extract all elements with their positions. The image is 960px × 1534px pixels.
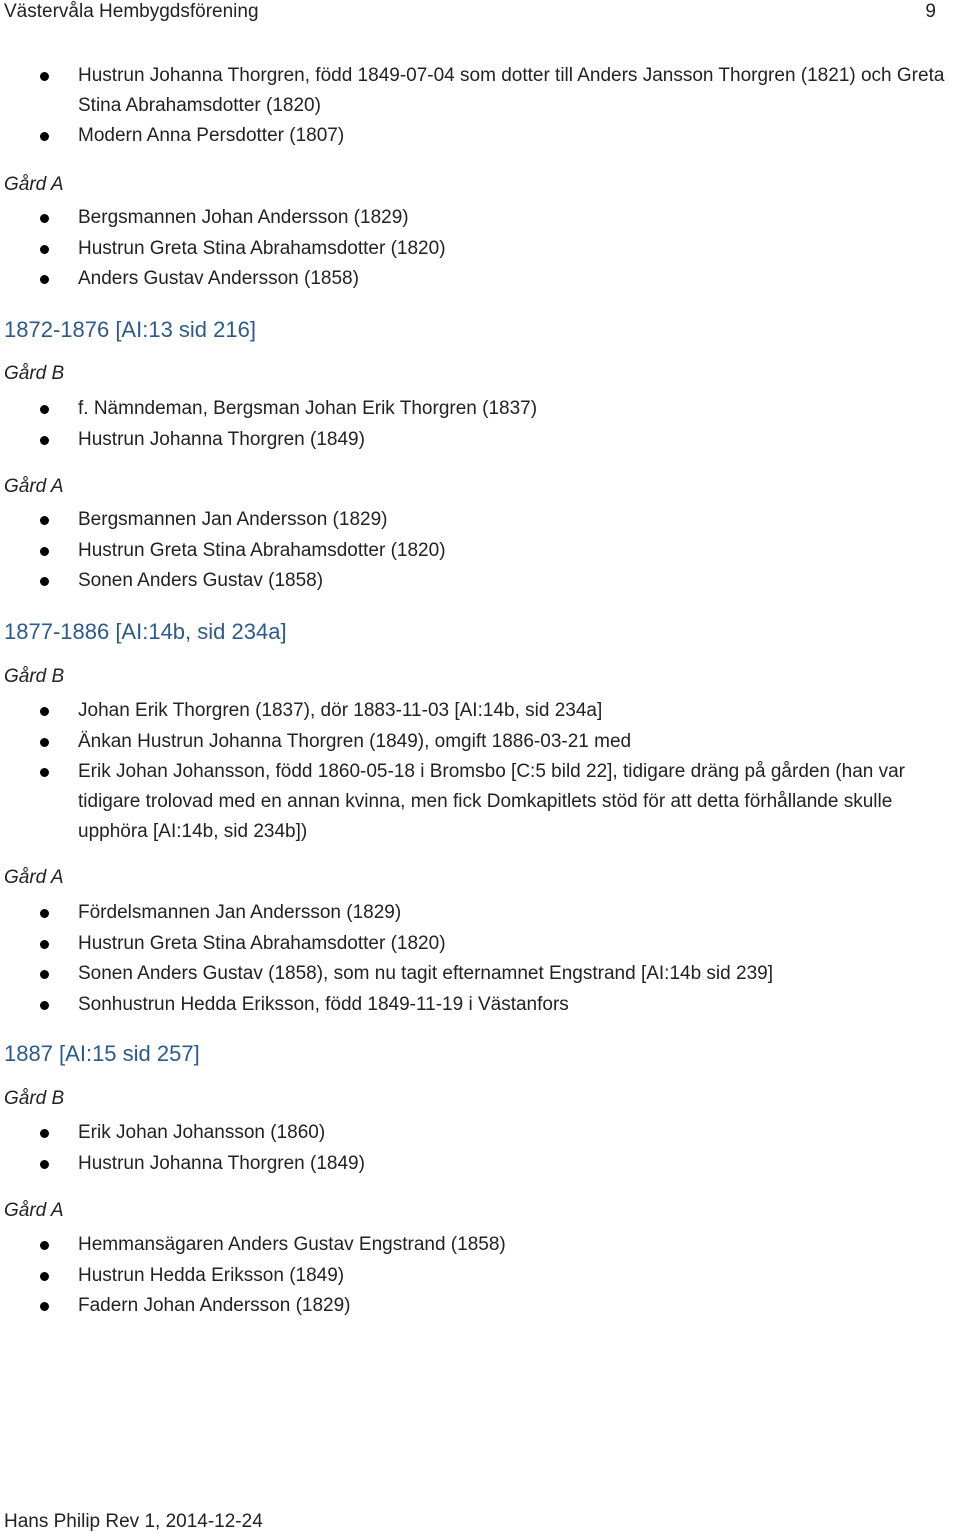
bullet-icon bbox=[40, 72, 49, 81]
bullet-icon bbox=[40, 768, 49, 777]
bullet-list-gard-a bbox=[0, 898, 960, 1021]
farm-label-gard-a: Gård A bbox=[4, 867, 64, 888]
list-item: Erik Johan Johansson, född 1860-05-18 i Bromsbo [C:5 bild 22], tidigare dräng på gården (han var tidigare trolovad med en annan kvinna, men fick Domkapitlets stöd för att detta förhållande skulle upphöra [AI:14b, sid 234b]) bbox=[0, 757, 960, 847]
list-item: Bergsmannen Jan Andersson (1829) bbox=[0, 505, 960, 536]
bullet-icon bbox=[40, 1241, 49, 1250]
bullet-icon bbox=[40, 1001, 49, 1010]
farm-label-gard-a: Gård A bbox=[4, 1200, 64, 1221]
farm-label-gard-a: Gård A bbox=[4, 174, 64, 195]
list-item: Hustrun Johanna Thorgren (1849) bbox=[0, 1149, 960, 1180]
bullet-icon bbox=[40, 577, 49, 586]
list-item: f. Nämndeman, Bergsman Johan Erik Thorgren (1837) bbox=[0, 394, 960, 425]
page-header bbox=[4, 0, 936, 24]
period-heading: 1872-1876 [AI:13 sid 216] bbox=[4, 317, 256, 342]
bullet-list-gard-b bbox=[0, 394, 960, 455]
bullet-icon bbox=[40, 1302, 49, 1311]
list-item: Bergsmannen Johan Andersson (1829) bbox=[0, 203, 960, 234]
bullet-icon bbox=[40, 132, 49, 141]
bullet-icon bbox=[40, 909, 49, 918]
bullet-icon bbox=[40, 245, 49, 254]
list-item: Hemmansägaren Anders Gustav Engstrand (1858) bbox=[0, 1230, 960, 1261]
list-item: Sonen Anders Gustav (1858) bbox=[0, 566, 960, 597]
list-item: Hustrun Johanna Thorgren (1849) bbox=[0, 425, 960, 456]
bullet-icon bbox=[40, 738, 49, 747]
list-item: Modern Anna Persdotter (1807) bbox=[0, 121, 960, 152]
bullet-icon bbox=[40, 1160, 49, 1169]
bullet-icon bbox=[40, 707, 49, 716]
bullet-icon bbox=[40, 516, 49, 525]
farm-label-gard-a: Gård A bbox=[4, 476, 64, 497]
page-footer: Hans Philip Rev 1, 2014-12-24 bbox=[4, 1511, 263, 1532]
farm-label-gard-b: Gård B bbox=[4, 666, 65, 687]
farm-label-gard-b: Gård B bbox=[4, 1088, 65, 1109]
header-title: Västervåla Hembygdsförening bbox=[4, 1, 259, 22]
bullet-list-continuation bbox=[0, 61, 960, 152]
bullet-icon bbox=[40, 275, 49, 284]
bullet-icon bbox=[40, 970, 49, 979]
bullet-icon bbox=[40, 214, 49, 223]
period-heading: 1877-1886 [AI:14b, sid 234a] bbox=[4, 619, 287, 644]
list-item: Sonhustrun Hedda Eriksson, född 1849-11-19 i Västanfors bbox=[0, 990, 960, 1021]
bullet-list-gard-a bbox=[0, 505, 960, 597]
farm-label-gard-b: Gård B bbox=[4, 363, 65, 384]
list-item: Hustrun Hedda Eriksson (1849) bbox=[0, 1261, 960, 1292]
bullet-icon bbox=[40, 940, 49, 949]
bullet-list-gard-b bbox=[0, 696, 960, 847]
list-item: Sonen Anders Gustav (1858), som nu tagit efternamnet Engstrand [AI:14b sid 239] bbox=[0, 959, 960, 990]
list-item: Fördelsmannen Jan Andersson (1829) bbox=[0, 898, 960, 929]
bullet-icon bbox=[40, 1272, 49, 1281]
list-item: Änkan Hustrun Johanna Thorgren (1849), omgift 1886-03-21 med bbox=[0, 727, 960, 758]
list-item: Hustrun Greta Stina Abrahamsdotter (1820) bbox=[0, 929, 960, 960]
list-item: Anders Gustav Andersson (1858) bbox=[0, 264, 960, 295]
bullet-list-gard-b bbox=[0, 1118, 960, 1179]
list-item: Hustrun Greta Stina Abrahamsdotter (1820) bbox=[0, 536, 960, 567]
list-item: Hustrun Johanna Thorgren, född 1849-07-04 som dotter till Anders Jansson Thorgren (1821) och Greta Stina Abrahamsdotter (1820) bbox=[0, 61, 960, 121]
bullet-list-gard-a bbox=[0, 203, 960, 295]
bullet-icon bbox=[40, 547, 49, 556]
bullet-icon bbox=[40, 1129, 49, 1138]
bullet-icon bbox=[40, 405, 49, 414]
list-item: Erik Johan Johansson (1860) bbox=[0, 1118, 960, 1149]
list-item: Fadern Johan Andersson (1829) bbox=[0, 1291, 960, 1322]
page-number: 9 bbox=[925, 1, 936, 22]
period-heading: 1887 [AI:15 sid 257] bbox=[4, 1041, 200, 1066]
bullet-list-gard-a bbox=[0, 1230, 960, 1322]
list-item: Johan Erik Thorgren (1837), dör 1883-11-03 [AI:14b, sid 234a] bbox=[0, 696, 960, 727]
bullet-icon bbox=[40, 436, 49, 445]
list-item: Hustrun Greta Stina Abrahamsdotter (1820) bbox=[0, 234, 960, 265]
